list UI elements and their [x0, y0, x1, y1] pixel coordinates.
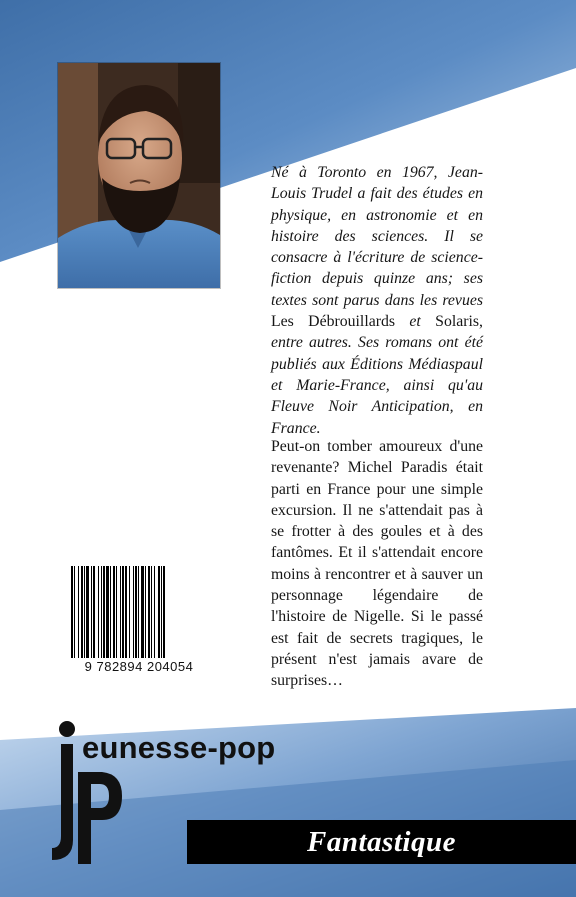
book-blurb: Peut-on tomber amoureux d'une revenante? Michel Paradis était parti en France pour une simple excursion. Il ne s'attendait pas à se frotter à des goules et à des fantômes. Et il s'attendait encore moins à rencontrer et à sauver un personnage légendaire de l'histoire de Nigelle. Si le passé est fait de secrets tragiques, le présent n'est jamais avare de surprises… — [271, 438, 483, 690]
publisher-wordmark: eunesse-pop — [82, 730, 276, 765]
author-biography — [271, 162, 483, 439]
magazine-title-2: Solaris, — [435, 313, 483, 331]
bio-text-part1: Né à Toronto en 1967, Jean-Louis Trudel a fait des études en physique, en astronomie et en histoire des sciences. Il se consacre à l'écriture de science-fiction depuis quinze ans; ses textes sont parus dans les revues — [271, 164, 483, 309]
isbn-number: 9 782894 204054 — [84, 659, 194, 674]
genre-label: Fantastique — [307, 825, 456, 858]
genre-banner — [187, 820, 576, 864]
bio-conjunction: et — [395, 313, 436, 331]
author-photo — [58, 63, 220, 288]
magazine-title-1: Les Débrouillards — [271, 313, 396, 331]
barcode-bars — [69, 566, 209, 658]
bio-text-part2: entre autres. Ses romans ont été publiés aux Éditions Médiaspaul et Marie-France, ainsi qu'au Fleuve Noir Anticipation, en France. — [271, 334, 483, 437]
